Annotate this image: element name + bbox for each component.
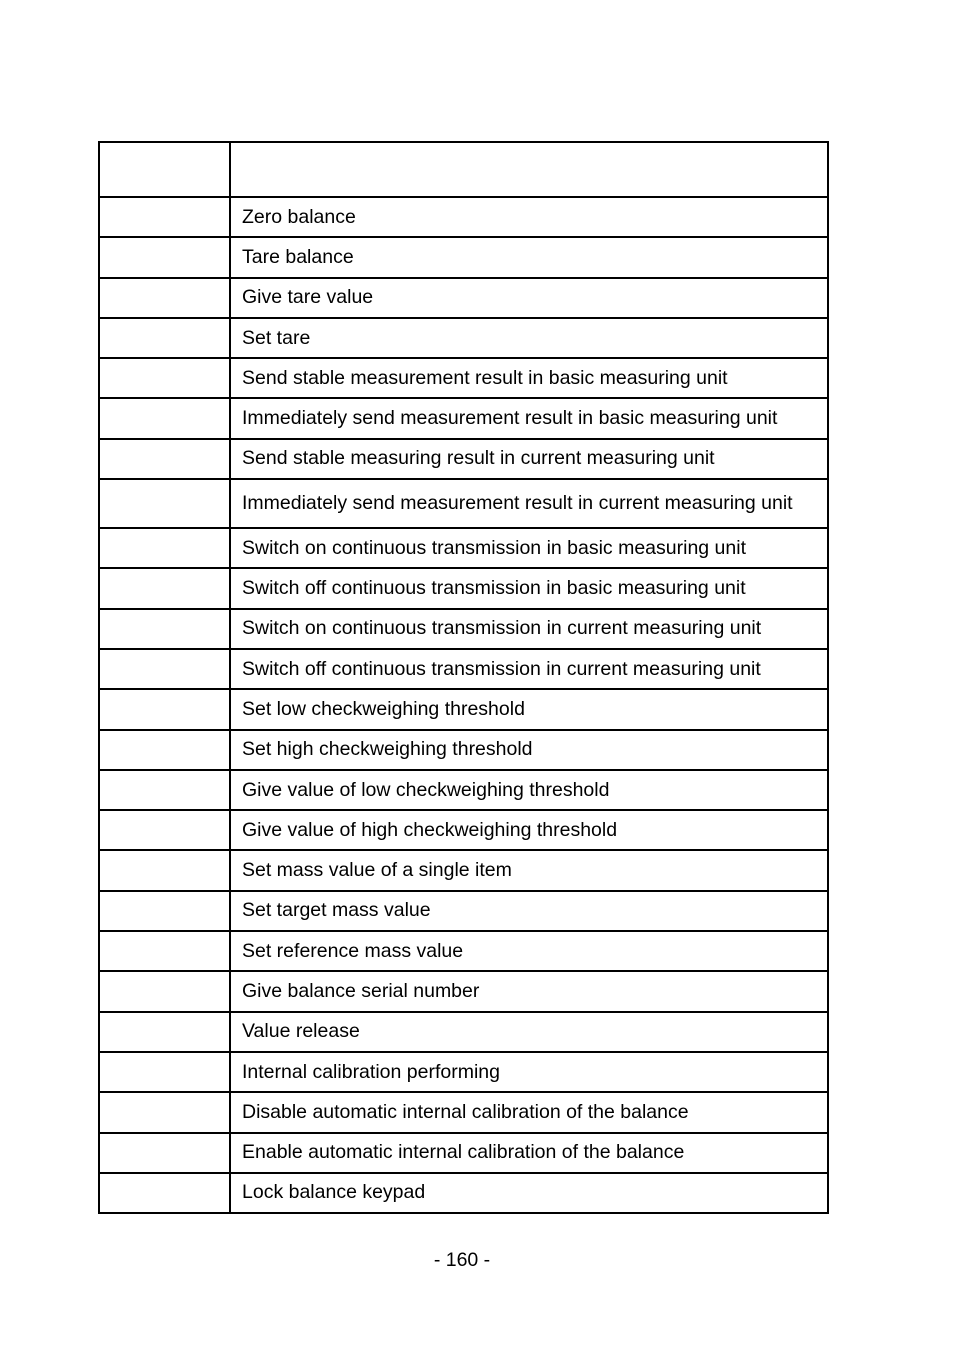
command-cell bbox=[99, 609, 230, 649]
table-row bbox=[99, 770, 828, 810]
table-row bbox=[99, 528, 828, 568]
table-row bbox=[99, 479, 828, 528]
description-cell: Set target mass value bbox=[230, 891, 828, 931]
description-cell: Send stable measurement result in basic measuring unit bbox=[230, 358, 828, 398]
command-cell bbox=[99, 1052, 230, 1092]
command-cell bbox=[99, 850, 230, 890]
table-row bbox=[99, 931, 828, 971]
description-cell: Disable automatic internal calibration of the balance bbox=[230, 1092, 828, 1132]
table-row bbox=[99, 237, 828, 277]
command-cell bbox=[99, 439, 230, 479]
description-cell: Give value of low checkweighing threshold bbox=[230, 770, 828, 810]
table-row bbox=[99, 730, 828, 770]
description-cell: Switch on continuous transmission in basic measuring unit bbox=[230, 528, 828, 568]
command-cell bbox=[99, 358, 230, 398]
table-row bbox=[99, 1133, 828, 1173]
table-header-row bbox=[99, 142, 828, 197]
description-cell: Immediately send measurement result in current measuring unit bbox=[230, 479, 828, 528]
command-cell bbox=[99, 568, 230, 608]
command-cell bbox=[99, 971, 230, 1011]
command-cell bbox=[99, 689, 230, 729]
table-row bbox=[99, 1052, 828, 1092]
command-cell bbox=[99, 891, 230, 931]
command-cell bbox=[99, 1133, 230, 1173]
description-cell: Set high checkweighing threshold bbox=[230, 730, 828, 770]
description-cell: Tare balance bbox=[230, 237, 828, 277]
description-cell: Internal calibration performing bbox=[230, 1052, 828, 1092]
description-cell: Switch off continuous transmission in current measuring unit bbox=[230, 649, 828, 689]
command-cell bbox=[99, 318, 230, 358]
command-cell bbox=[99, 730, 230, 770]
command-cell bbox=[99, 528, 230, 568]
description-cell: Set tare bbox=[230, 318, 828, 358]
command-cell bbox=[99, 197, 230, 237]
table-row bbox=[99, 1012, 828, 1052]
table-row bbox=[99, 318, 828, 358]
description-cell: Switch off continuous transmission in basic measuring unit bbox=[230, 568, 828, 608]
description-cell: Switch on continuous transmission in current measuring unit bbox=[230, 609, 828, 649]
description-cell: Send stable measuring result in current measuring unit bbox=[230, 439, 828, 479]
command-cell bbox=[99, 479, 230, 528]
command-cell bbox=[99, 770, 230, 810]
table-row bbox=[99, 689, 828, 729]
command-table bbox=[98, 141, 829, 1214]
command-cell bbox=[99, 931, 230, 971]
command-cell bbox=[99, 237, 230, 277]
table-row bbox=[99, 850, 828, 890]
command-cell bbox=[99, 810, 230, 850]
command-cell bbox=[99, 1173, 230, 1213]
command-table-body bbox=[99, 142, 828, 1213]
description-cell: Enable automatic internal calibration of the balance bbox=[230, 1133, 828, 1173]
description-cell: Give tare value bbox=[230, 278, 828, 318]
table-row bbox=[99, 197, 828, 237]
table-row bbox=[99, 439, 828, 479]
command-cell bbox=[99, 398, 230, 438]
table-row bbox=[99, 568, 828, 608]
page-number: - 160 - bbox=[433, 1249, 491, 1271]
table-row bbox=[99, 609, 828, 649]
description-cell: Set reference mass value bbox=[230, 931, 828, 971]
description-cell: Zero balance bbox=[230, 197, 828, 237]
command-cell bbox=[99, 1012, 230, 1052]
table-row bbox=[99, 358, 828, 398]
table-row bbox=[99, 278, 828, 318]
description-cell: Give balance serial number bbox=[230, 971, 828, 1011]
command-cell bbox=[99, 278, 230, 318]
table-row bbox=[99, 649, 828, 689]
description-cell: Value release bbox=[230, 1012, 828, 1052]
table-row bbox=[99, 398, 828, 438]
description-cell: Lock balance keypad bbox=[230, 1173, 828, 1213]
header-cell-description bbox=[230, 142, 828, 197]
table-row bbox=[99, 1092, 828, 1132]
command-cell bbox=[99, 1092, 230, 1132]
header-cell-command bbox=[99, 142, 230, 197]
description-cell: Immediately send measurement result in basic measuring unit bbox=[230, 398, 828, 438]
table-row bbox=[99, 810, 828, 850]
table-row bbox=[99, 1173, 828, 1213]
description-cell: Give value of high checkweighing threshold bbox=[230, 810, 828, 850]
description-cell: Set low checkweighing threshold bbox=[230, 689, 828, 729]
table-row bbox=[99, 891, 828, 931]
description-cell: Set mass value of a single item bbox=[230, 850, 828, 890]
table-row bbox=[99, 971, 828, 1011]
command-cell bbox=[99, 649, 230, 689]
